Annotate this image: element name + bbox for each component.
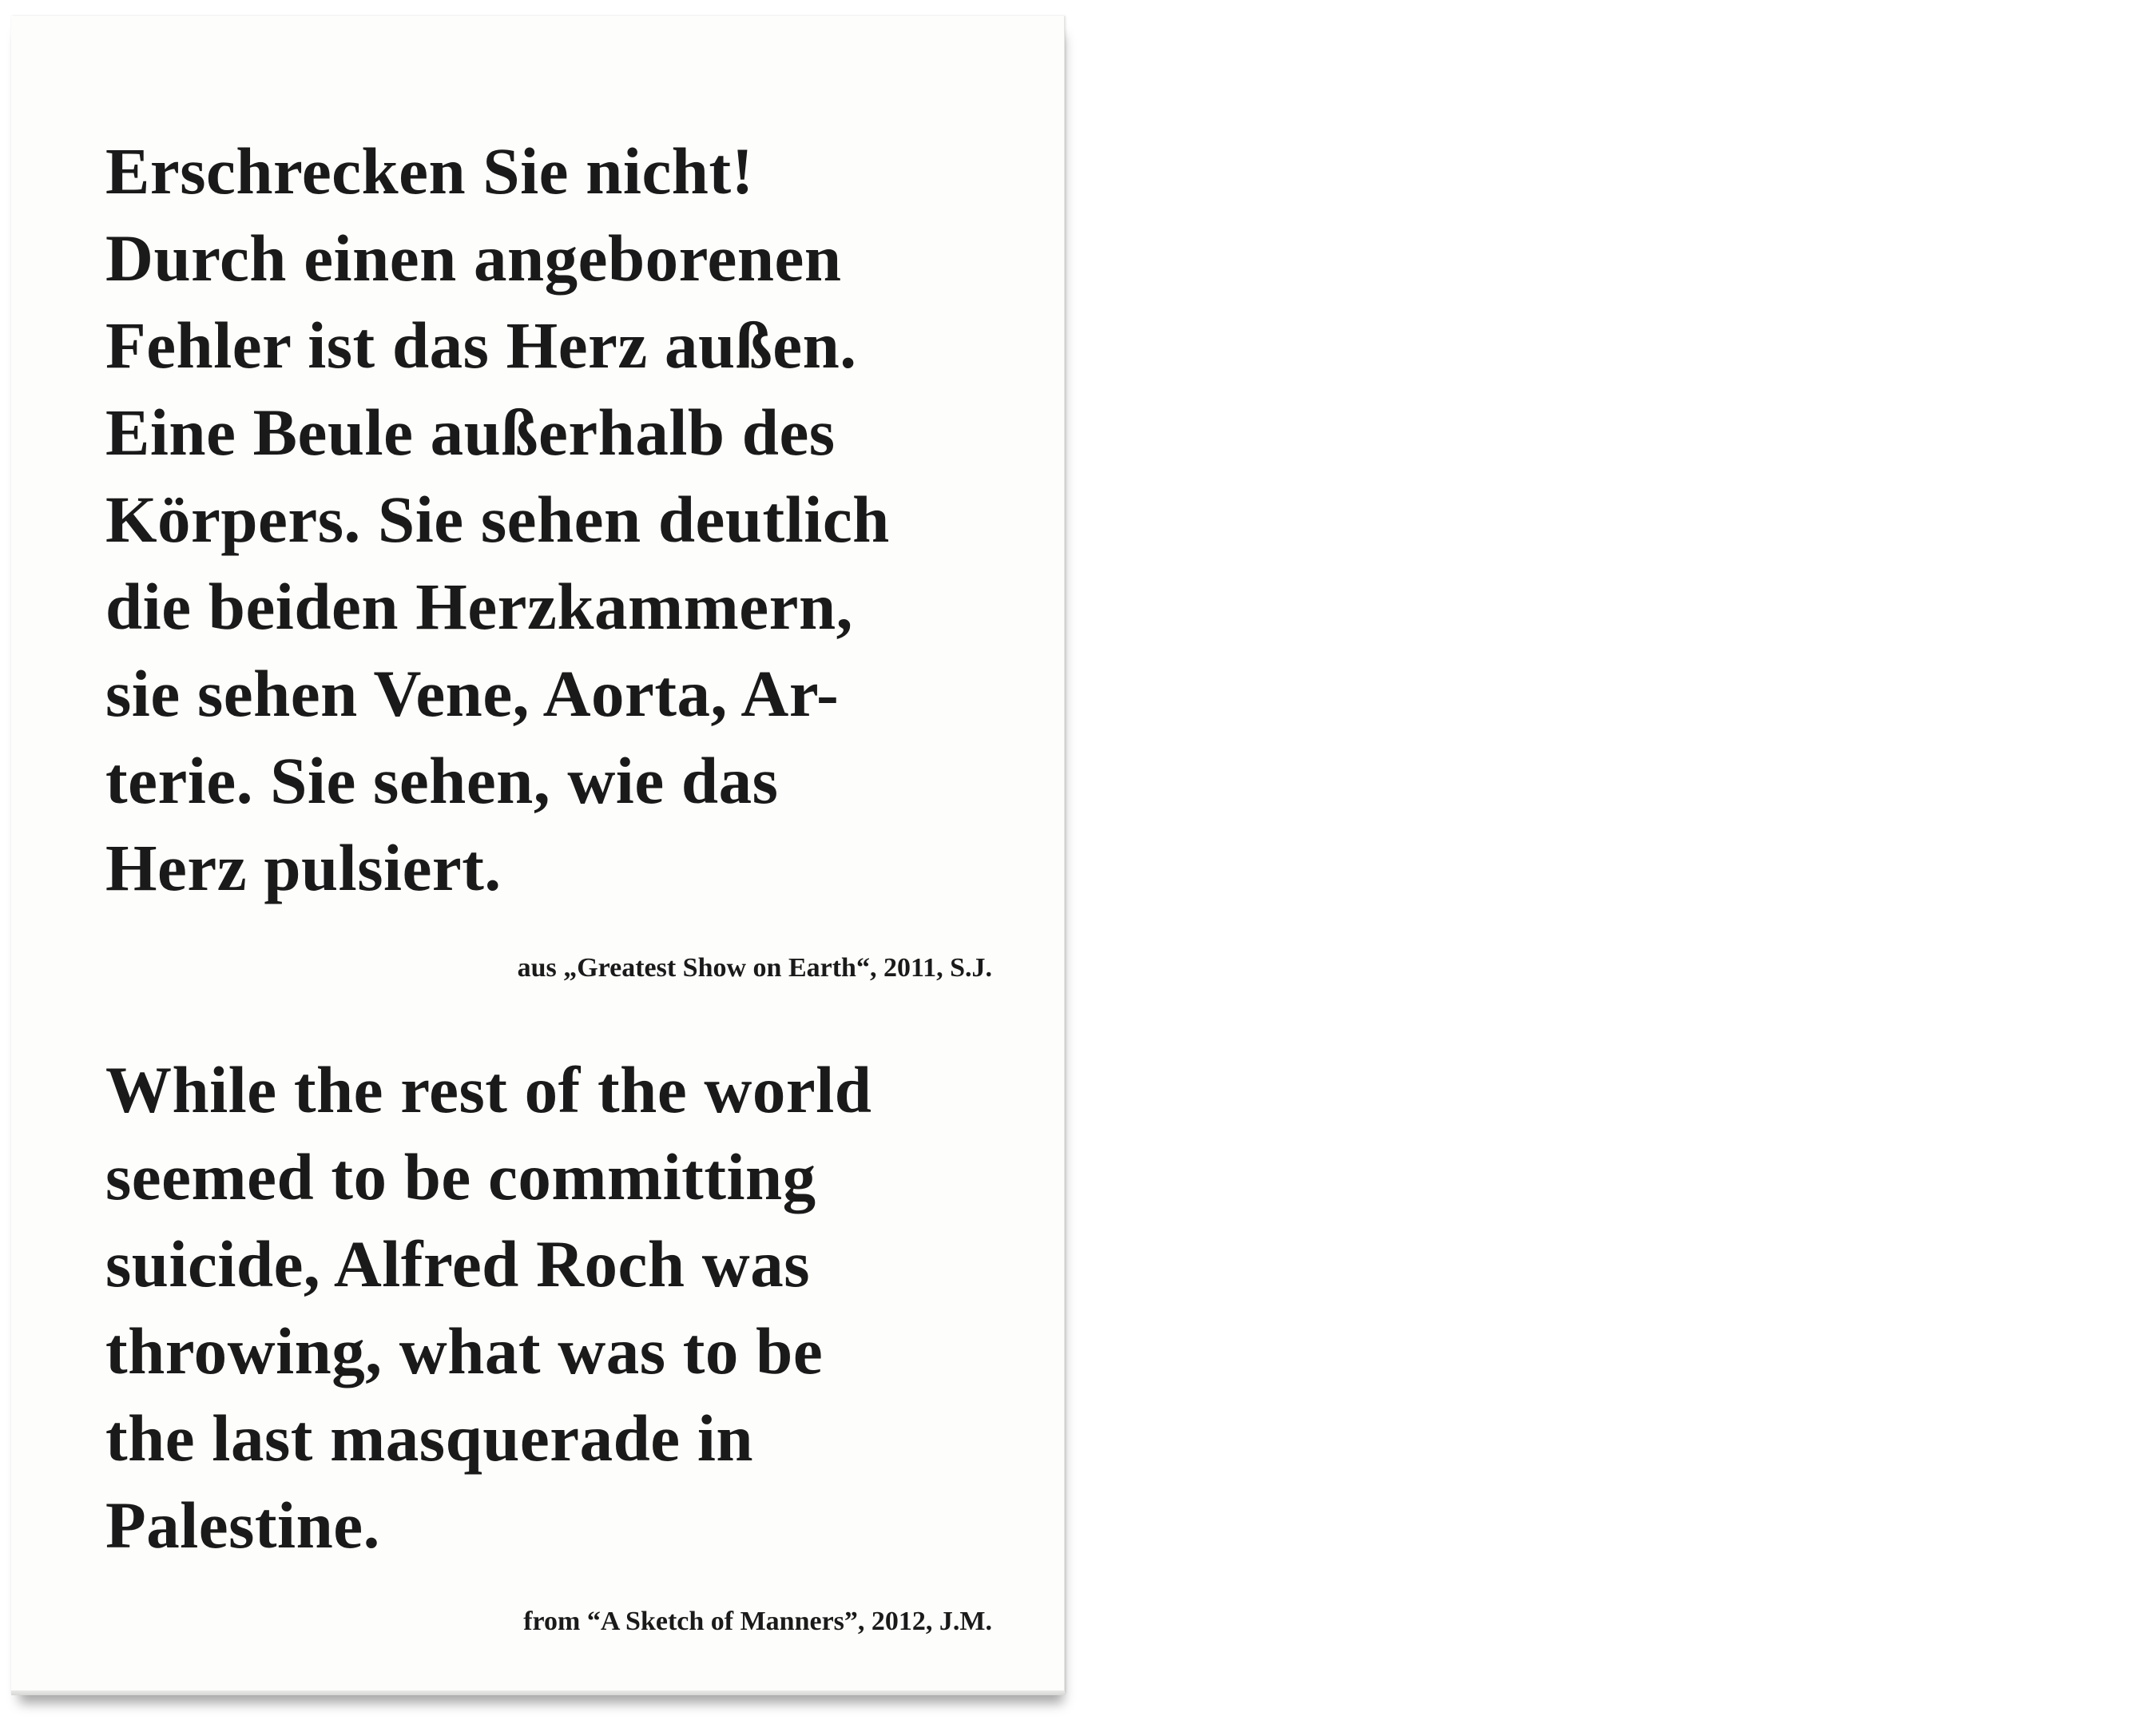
book-cover [11, 16, 1065, 1694]
quote-german-attribution: aus „Greatest Show on Earth“, 2011, S.J. [517, 953, 992, 983]
quote-english: While the rest of the world seemed to be committing suicide, Alfred Roch was throwing, what was to be the last masquerade in Palestine. [105, 1053, 872, 1562]
quote-german: Erschrecken Sie nicht! Durch einen angeborenen Fehler ist das Herz außen. Eine Beule außerhalb des Körpers. Sie sehen deutlich die beiden Herzkammern, sie sehen Vene, Aorta, Ar- terie. Sie sehen, wie das Herz pulsiert. [105, 134, 890, 904]
quote-english-attribution: from “A Sketch of Manners”, 2012, J.M. [523, 1607, 992, 1636]
